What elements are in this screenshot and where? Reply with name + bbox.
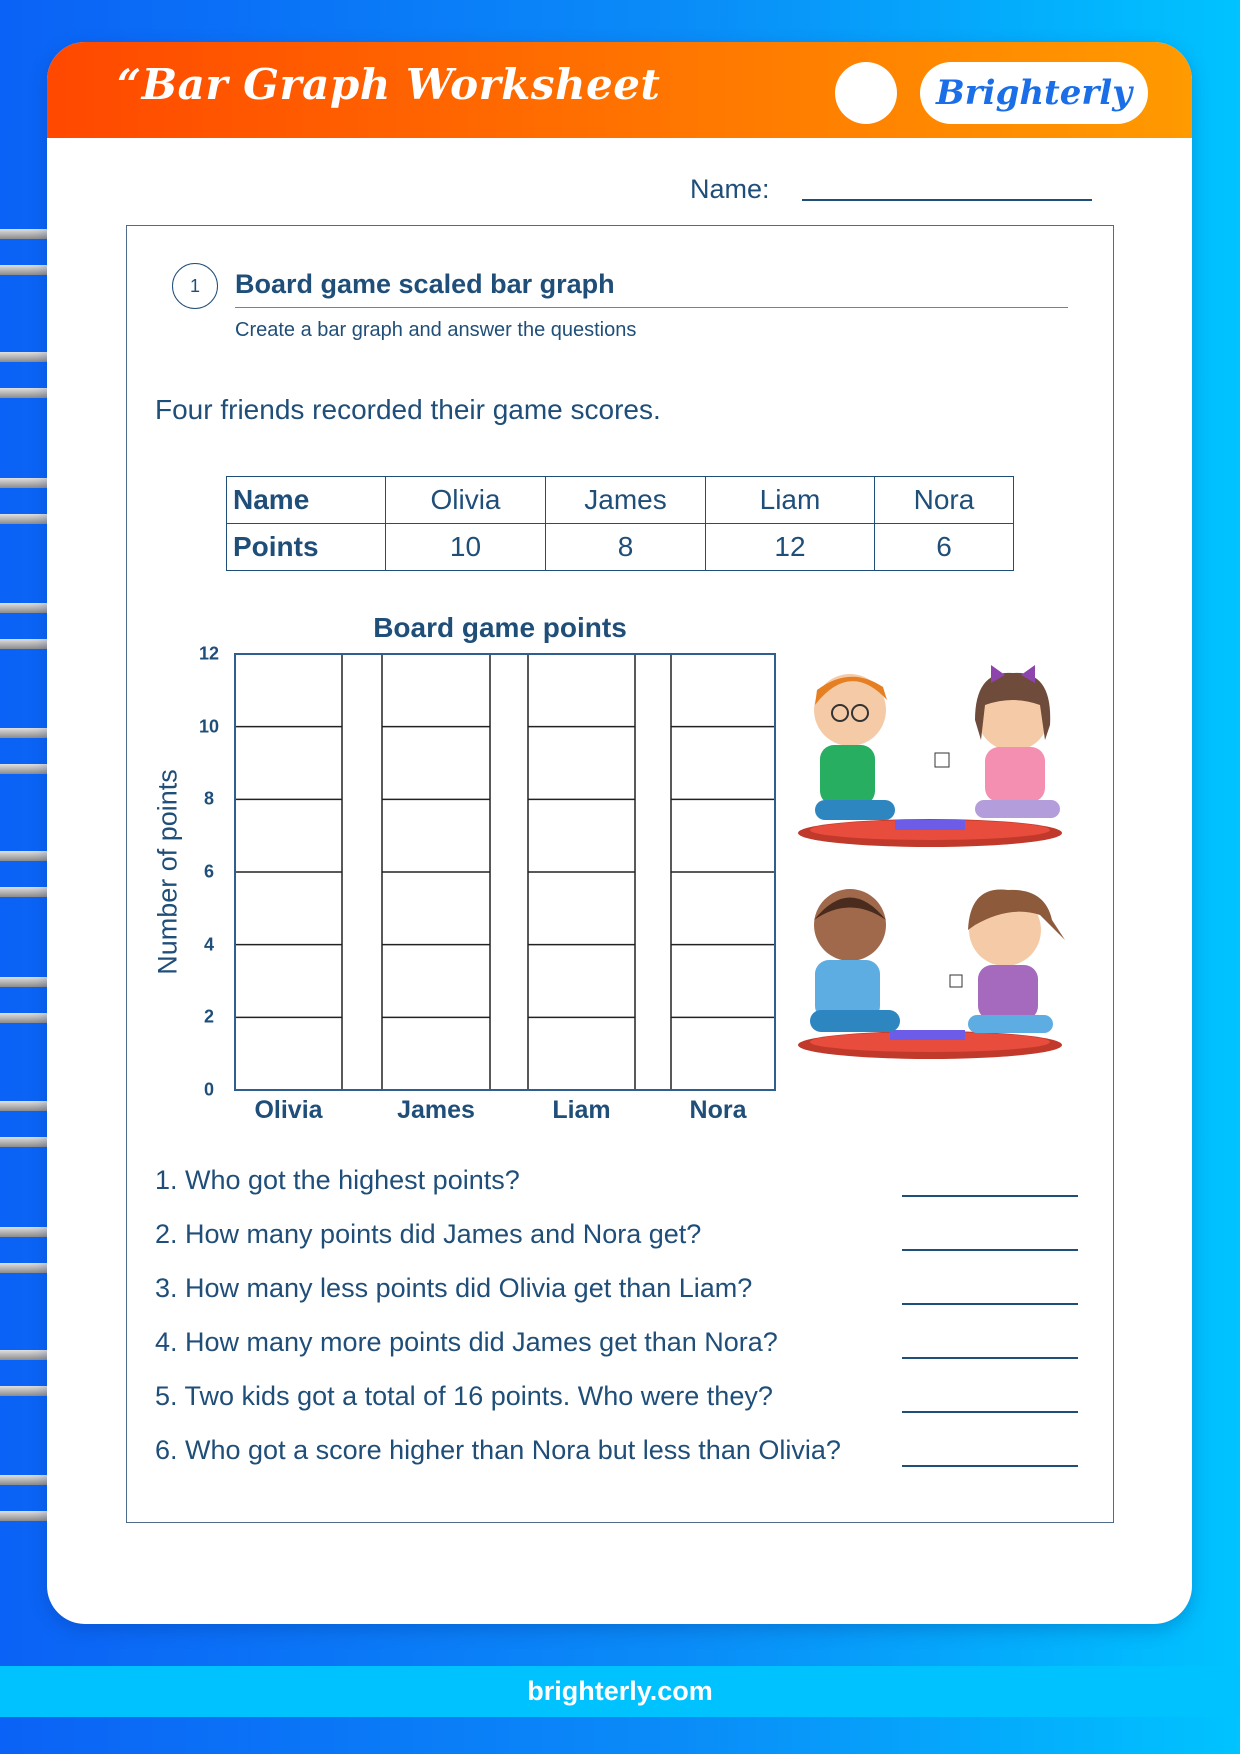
x-tick-label: Nora bbox=[689, 1096, 747, 1124]
section-title: Board game scaled bar graph bbox=[235, 269, 615, 299]
table-cell: 10 bbox=[386, 524, 546, 571]
table-cell: 6 bbox=[875, 524, 1014, 571]
table-row bbox=[227, 524, 1014, 571]
section-subtitle: Create a bar graph and answer the questions bbox=[235, 319, 637, 341]
answer-line[interactable] bbox=[902, 1195, 1078, 1197]
y-tick-label: 10 bbox=[198, 716, 220, 737]
question-text: 3. How many less points did Olivia get than Liam? bbox=[155, 1273, 753, 1303]
question-text: 5. Two kids got a total of 16 points. Who were they? bbox=[155, 1381, 773, 1411]
footer-url[interactable]: brighterly.com bbox=[527, 1676, 713, 1706]
y-tick-label: 0 bbox=[203, 1079, 214, 1100]
question-text: 1. Who got the highest points? bbox=[155, 1165, 520, 1195]
question-text: 6. Who got a score higher than Nora but less than Olivia? bbox=[155, 1435, 841, 1465]
section-divider bbox=[235, 307, 1068, 308]
kids-playing-illustration-bottom bbox=[790, 880, 1070, 1065]
header-bar bbox=[47, 42, 1192, 138]
logo-text: Brighterly bbox=[936, 73, 1132, 113]
table-cell: 12 bbox=[706, 524, 875, 571]
footer-bar bbox=[0, 1666, 1240, 1717]
chart-title: Board game points bbox=[373, 612, 627, 643]
question-text: 4. How many more points did James get than Nora? bbox=[155, 1327, 778, 1357]
answer-line[interactable] bbox=[902, 1465, 1078, 1467]
worksheet-title: “Bar Graph Worksheet bbox=[117, 60, 661, 109]
y-tick-label: 8 bbox=[203, 788, 214, 809]
table-row bbox=[227, 477, 1014, 524]
y-tick-label: 12 bbox=[198, 643, 220, 664]
table-cell: Olivia bbox=[386, 477, 546, 524]
scores-table bbox=[226, 476, 1014, 571]
header-circle bbox=[835, 62, 897, 124]
answer-line[interactable] bbox=[902, 1411, 1078, 1413]
intro-text: Four friends recorded their game scores. bbox=[155, 394, 661, 425]
y-tick-label: 2 bbox=[203, 1006, 214, 1027]
answer-line[interactable] bbox=[902, 1357, 1078, 1359]
row-header: Name bbox=[227, 477, 386, 524]
table-cell: 8 bbox=[546, 524, 706, 571]
answer-line[interactable] bbox=[902, 1249, 1078, 1251]
kids-playing-illustration-top bbox=[795, 665, 1070, 855]
x-tick-label: Olivia bbox=[254, 1096, 323, 1124]
section-number: 1 bbox=[172, 263, 218, 309]
y-tick-label: 4 bbox=[203, 934, 214, 955]
answer-line[interactable] bbox=[902, 1303, 1078, 1305]
x-tick-label: Liam bbox=[552, 1096, 611, 1124]
table-cell: Nora bbox=[875, 477, 1014, 524]
y-axis-label: Number of points bbox=[152, 769, 183, 975]
table-cell: James bbox=[546, 477, 706, 524]
table-cell: Liam bbox=[706, 477, 875, 524]
x-tick-label: James bbox=[397, 1096, 475, 1124]
question-text: 2. How many points did James and Nora get? bbox=[155, 1219, 702, 1249]
brighterly-logo bbox=[920, 62, 1148, 124]
y-tick-label: 6 bbox=[203, 861, 214, 882]
name-label: Name: bbox=[690, 174, 770, 204]
row-header: Points bbox=[227, 524, 386, 571]
name-input-line[interactable] bbox=[802, 199, 1092, 201]
